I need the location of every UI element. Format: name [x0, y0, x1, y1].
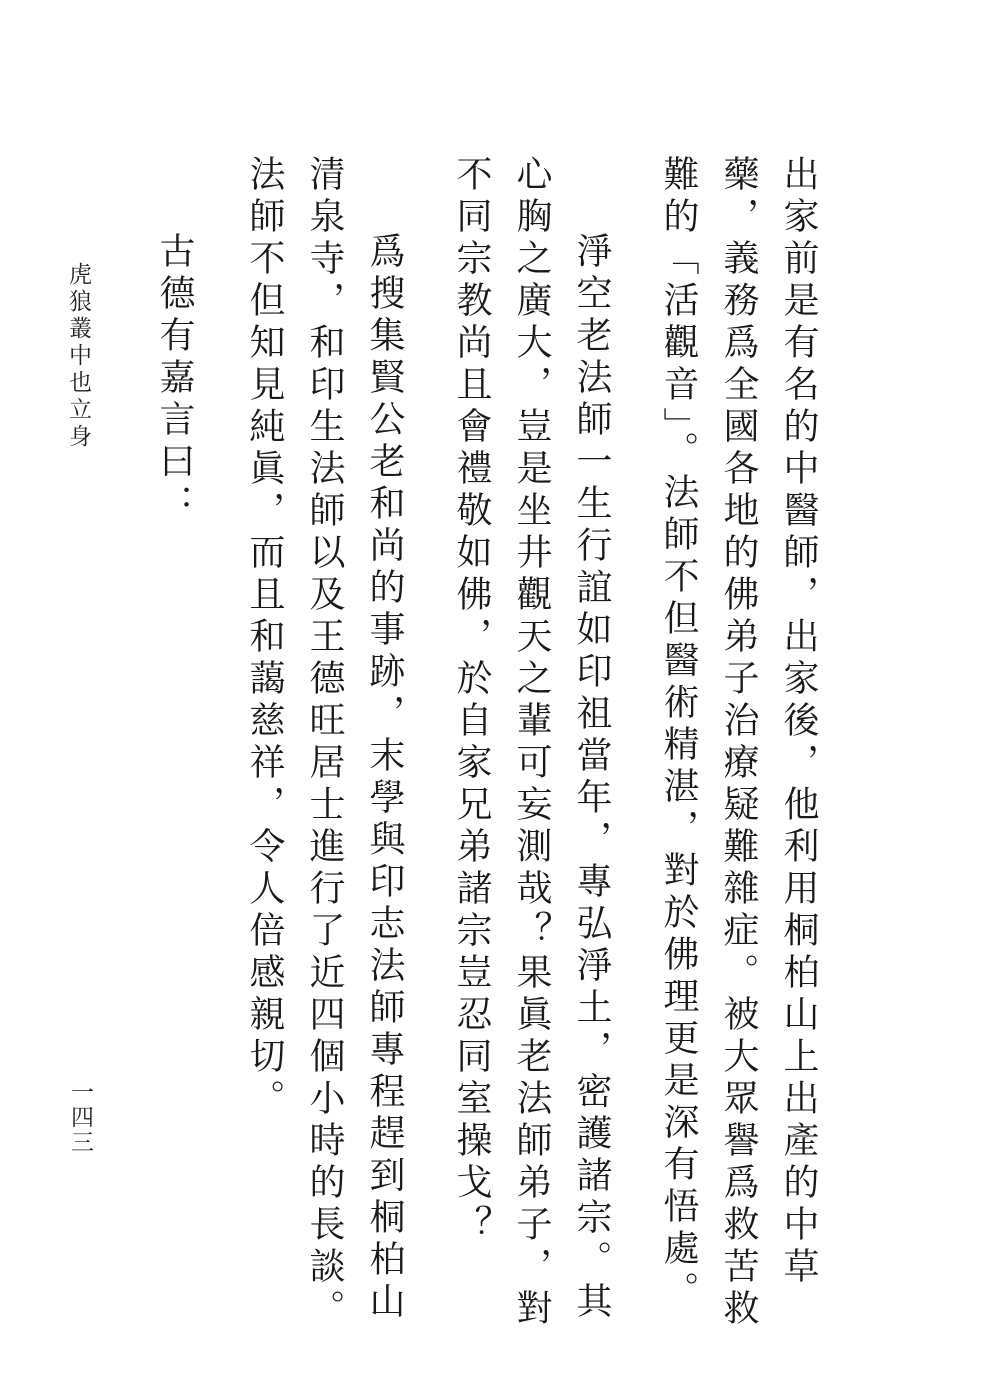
text-column-9: 法師不但知見純眞，而且和藹慈祥，令人倍感親切。 — [244, 155, 285, 1121]
text-column-7: 爲搜集賢公老和尚的事跡，末學與印志法師專程趕到桐柏山 — [364, 232, 405, 1324]
text-column-8: 清泉寺，和印生法師以及王德旺居士進行了近四個小時的長談。 — [304, 155, 345, 1331]
text-column-5: 心胸之廣大，豈是坐井觀天之輩可妄測哉？果眞老法師弟子，對 — [511, 155, 552, 1331]
text-column-6: 不同宗教尚且會禮敬如佛，於自家兄弟諸宗豈忍同室操戈？ — [451, 155, 492, 1247]
text-column-1: 出家前是有名的中醫師，出家後，他利用桐柏山上出產的中草 — [778, 155, 819, 1289]
text-column-3: 難的「活觀音」。法師不但醫術精湛，對於佛理更是深有悟處。 — [658, 155, 699, 1313]
text-column-2: 藥，義務爲全國各地的佛弟子治療疑難雜症。被大眾譽爲救苦救 — [718, 155, 759, 1331]
text-column-10: 古德有嘉言曰： — [154, 232, 195, 526]
text-column-4: 淨空老法師一生行誼如印祖當年，專弘淨土，密護諸宗。其 — [571, 232, 612, 1324]
page-number: 一四三 — [67, 1080, 93, 1155]
running-title: 虎狼叢中也立身 — [65, 262, 91, 451]
